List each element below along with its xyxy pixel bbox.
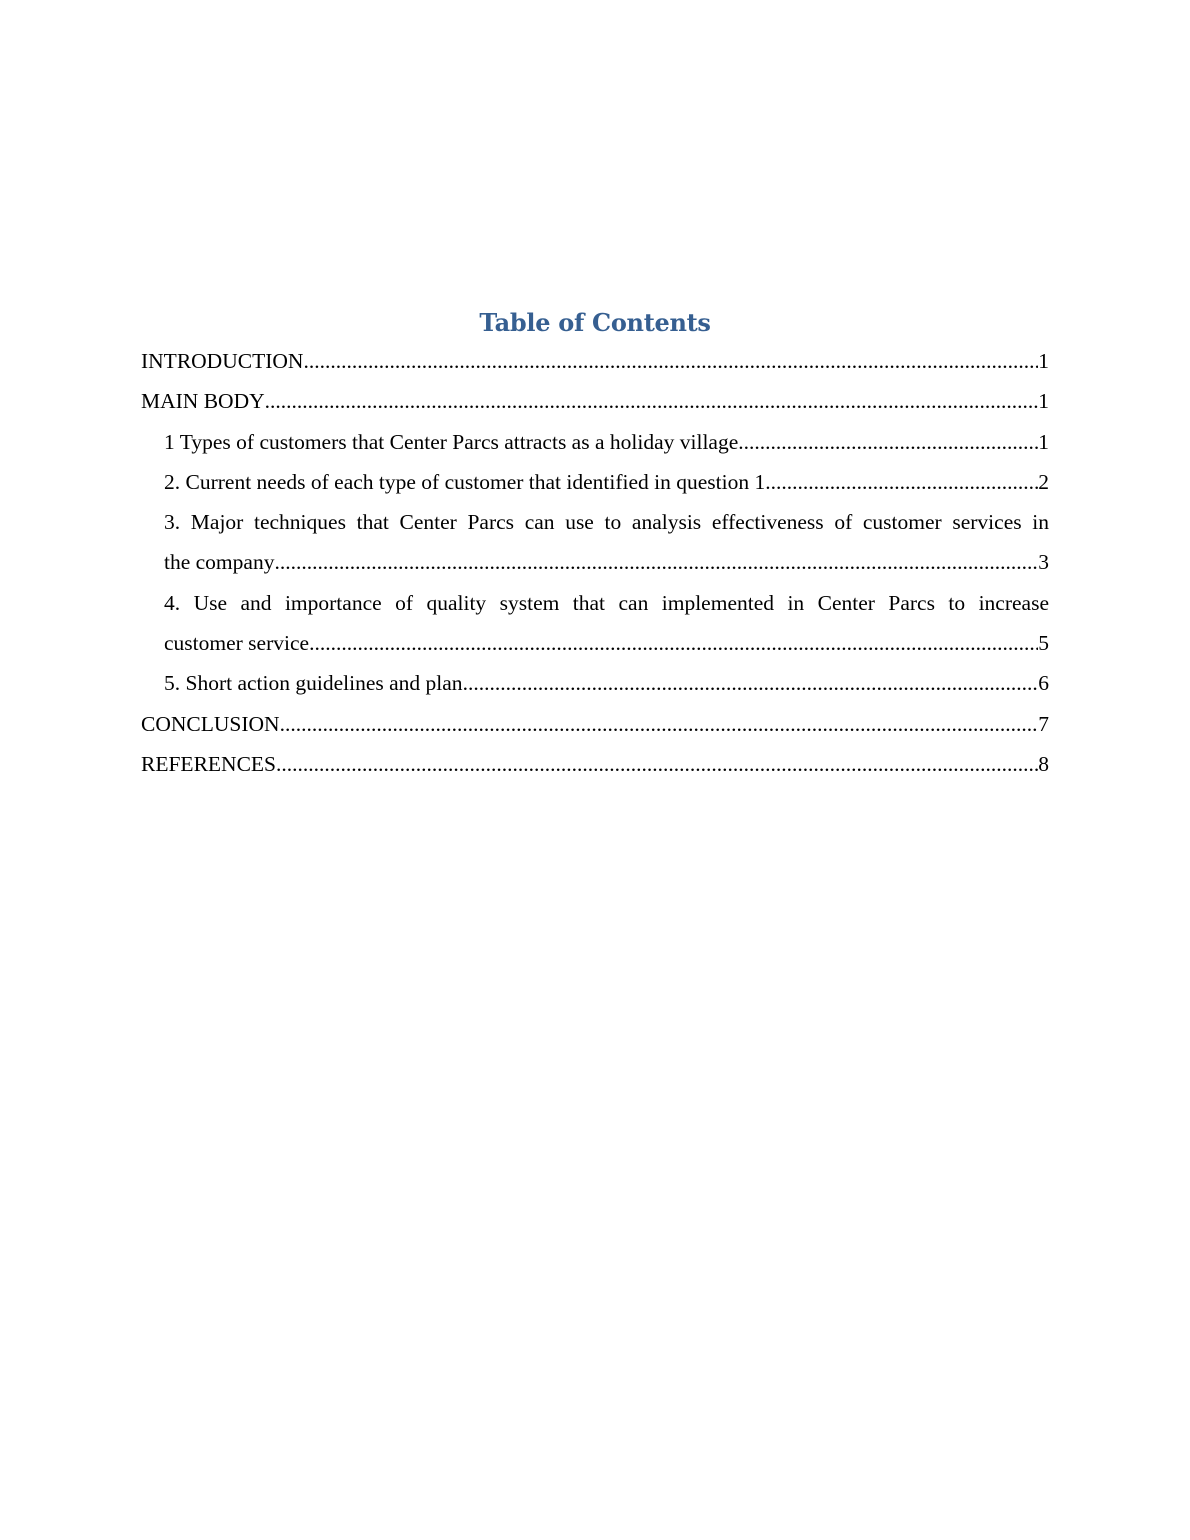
toc-page-number: 8 [1038,751,1049,776]
toc-entry-references[interactable] [141,744,1049,784]
toc-page-number: 1 [1038,349,1049,373]
toc-title: Table of Contents [479,308,711,337]
dot-leader [309,623,1038,663]
toc-entry-text-line1: 4. Use and importance of quality system that can implemented in Center Parcs to increase [164,590,1049,615]
dot-leader [765,462,1038,502]
toc-page-number: 3 [1038,550,1049,575]
toc-entry-quality-system[interactable] [141,583,1049,664]
dot-leader [265,381,1039,421]
toc-page-number: 2 [1038,469,1049,494]
dot-leader [738,422,1038,462]
toc-entry-text-line2: the company [164,550,275,575]
toc-entry-conclusion[interactable] [141,704,1049,744]
toc-entry-text-line2: customer service [164,631,310,656]
dot-leader [463,663,1039,703]
toc-page-number: 7 [1038,711,1049,736]
toc-entry-text: 5. Short action guidelines and plan [164,671,463,696]
toc-entry-action-guidelines[interactable] [141,663,1049,703]
toc-entry-text: 1 Types of customers that Center Parcs attracts as a holiday village [164,429,739,454]
dot-leader [280,704,1039,744]
dot-leader [276,744,1038,784]
toc-entry-text-line1: 3. Major techniques that Center Parcs can use to analysis effectiveness of customer services in [164,510,1049,535]
toc-entry-text: REFERENCES [141,751,276,776]
toc-entry-types-of-customers[interactable] [141,422,1049,462]
toc-list [141,341,1049,784]
dot-leader [303,341,1038,381]
toc-entry-text: 2. Current needs of each type of customer that identified in question 1 [164,469,766,494]
table-of-contents [141,305,1049,784]
toc-entry-text: INTRODUCTION [141,349,304,373]
toc-page-number: 6 [1038,671,1049,696]
toc-entry-text: CONCLUSION [141,711,280,736]
toc-entry-main-body[interactable] [141,381,1049,421]
toc-page-number: 1 [1038,429,1049,454]
dot-leader [274,542,1038,582]
toc-entry-major-techniques[interactable] [141,502,1049,583]
toc-entry-current-needs[interactable] [141,462,1049,502]
toc-entry-text: MAIN BODY [141,389,265,414]
toc-entry-introduction[interactable] [141,341,1049,381]
toc-page-number: 1 [1038,389,1049,414]
toc-page-number: 5 [1038,631,1049,656]
